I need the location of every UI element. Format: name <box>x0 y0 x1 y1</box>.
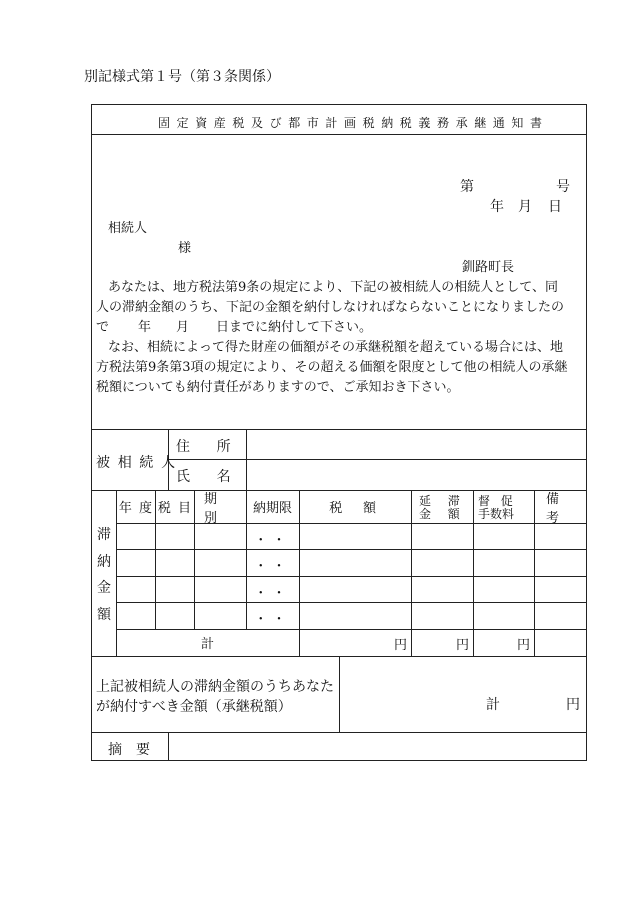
summary-divider <box>168 732 169 761</box>
header-late-fee-line2: 金額 <box>419 507 477 521</box>
body-para2-line1: なお、相続によって得た財産の価額がその承継税額を超えている場合には、地 <box>108 340 564 355</box>
heir-label: 相続人 <box>108 221 148 236</box>
summary-field[interactable] <box>172 735 582 758</box>
decedent-mid-border <box>168 459 587 460</box>
due-date-row4[interactable]: ・・ <box>254 611 291 627</box>
header-late-fee-line1: 延滞 <box>419 494 477 508</box>
number-suffix: 号 <box>556 179 570 195</box>
side-label-char-4: 額 <box>97 607 111 623</box>
inheritance-divider <box>339 656 340 732</box>
due-date-row1[interactable]: ・・ <box>254 532 291 548</box>
body-para2-line2: 方税法第9条第3項の規定により、その超える価額を限度として他の相続人の承継 <box>96 360 568 375</box>
header-demand-fee-line1: 督促 <box>478 494 524 508</box>
body-para1-line3-month: 月 <box>176 320 190 335</box>
side-label-char-2: 納 <box>97 554 111 570</box>
body-para1-line3-year: 年 <box>138 320 152 335</box>
row-divider-2 <box>116 576 587 577</box>
title-divider <box>91 134 587 135</box>
header-tax-amount: 税額 <box>329 501 397 516</box>
inheritance-label-line1: 上記被相続人の滞納金額のうちあなた <box>96 679 334 695</box>
decedent-label: 被相続人 <box>96 455 183 471</box>
row-divider-header <box>116 523 587 524</box>
header-period: 期別 <box>204 491 231 526</box>
body-para1-line3-prefix: で <box>96 320 110 335</box>
decedent-address-field[interactable] <box>252 432 582 456</box>
decedent-address-label: 住所 <box>176 439 258 455</box>
date-day: 日 <box>548 199 562 215</box>
header-fiscal-year: 年度 <box>118 501 160 516</box>
date-year: 年 <box>490 199 504 215</box>
header-tax-item: 税目 <box>157 501 199 516</box>
header-demand-fee-line2: 手数料 <box>478 507 515 521</box>
due-date-row3[interactable]: ・・ <box>254 585 291 601</box>
number-prefix: 第 <box>460 179 474 195</box>
date-month: 月 <box>518 199 532 215</box>
decedent-name-field[interactable] <box>252 462 582 486</box>
side-label-char-1: 滞 <box>97 527 111 543</box>
summary-top-border <box>91 732 587 733</box>
row-divider-1 <box>116 549 587 550</box>
body-para1-line2: 人の滞納金額のうち、下記の金額を納付しなければならないことになりましたの <box>96 300 565 315</box>
body-para2-line3: 税額についても納付責任がありますので、ご承知おき下さい。 <box>96 380 460 395</box>
col-divider-5 <box>411 490 412 656</box>
total-late-fee-yen: 円 <box>456 638 470 653</box>
header-remarks: 備考 <box>546 491 573 526</box>
decedent-top-border <box>91 429 587 430</box>
table-total-label: 計 <box>200 637 214 652</box>
body-para1-line1: あなたは、地方税法第9条の規定により、下記の被相続人の相続人として、同 <box>108 280 559 295</box>
body-para1-line3-suffix: 日までに納付して下さい。 <box>216 320 373 335</box>
honorific: 様 <box>178 241 192 256</box>
inheritance-yen: 円 <box>566 697 580 713</box>
form-number: 別記様式第１号（第３条関係） <box>84 69 280 85</box>
total-demand-fee-yen: 円 <box>517 638 531 653</box>
decedent-name-label: 氏名 <box>176 469 258 485</box>
inheritance-total-label: 計 <box>486 697 500 713</box>
header-due-date: 納期限 <box>252 501 292 516</box>
issuer: 釧路町長 <box>462 260 515 275</box>
form-title: 固定資産税及び都市計画税納税義務承継通知書 <box>158 116 549 130</box>
side-label-char-3: 金 <box>97 580 111 596</box>
inheritance-label-line2: が納付すべき金額（承継税額） <box>96 699 292 715</box>
total-tax-yen: 円 <box>394 638 408 653</box>
due-date-row2[interactable]: ・・ <box>254 558 291 574</box>
row-divider-3 <box>116 602 587 603</box>
summary-label: 摘要 <box>108 742 164 758</box>
